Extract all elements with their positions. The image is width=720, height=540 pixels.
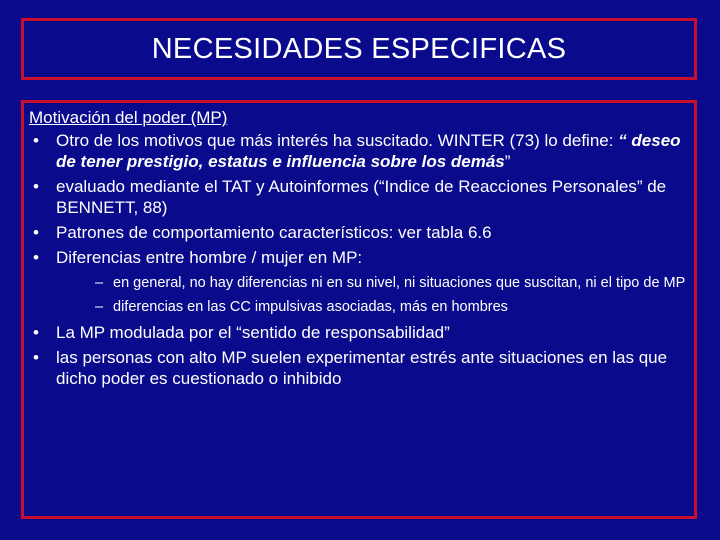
bullet-text: Diferencias entre hombre / mujer en MP:: [56, 248, 363, 267]
bullet-text: Patrones de comportamiento característicos: ver tabla 6.6: [56, 223, 492, 242]
bullet-text: las personas con alto MP suelen experimentar estrés ante situaciones en las que dicho poder es cuestionado o inhibido: [56, 348, 668, 388]
bullet-text: La MP modulada por el “sentido de responsabilidad”: [56, 323, 450, 342]
bullet-text: evaluado mediante el TAT y Autoinformes (“Indice de Reacciones Personales” de BENNETT, 88): [56, 177, 667, 217]
bullet-marker: •: [33, 323, 39, 342]
sub-list-item: [56, 298, 686, 317]
slide-title: NECESIDADES ESPECIFICAS: [151, 32, 567, 65]
dash-marker: –: [95, 299, 104, 315]
list-item: [29, 247, 686, 317]
definition-quote: “ deseo de tener prestigio, estatus e influencia sobre los demás: [56, 131, 681, 171]
bullet-marker: •: [33, 131, 39, 150]
bullet-list: [29, 130, 686, 389]
closing-quote: ”: [504, 152, 511, 171]
list-item: [29, 347, 686, 389]
content-box: [21, 100, 697, 519]
title-box: [21, 18, 697, 80]
list-item: [29, 130, 686, 172]
bullet-marker: •: [33, 177, 39, 196]
bullet-marker: •: [33, 248, 39, 267]
sub-bullet-text: diferencias en las CC impulsivas asociadas, más en hombres: [113, 299, 508, 315]
dash-marker: –: [95, 275, 104, 291]
bullet-marker: •: [33, 348, 39, 367]
list-item: [29, 176, 686, 218]
bullet-marker: •: [33, 223, 39, 242]
sub-bullet-text: en general, no hay diferencias ni en su nivel, ni situaciones que suscitan, ni el tipo de MP: [113, 275, 686, 291]
sub-bullet-list: [56, 274, 686, 317]
section-heading: Motivación del poder (MP): [29, 108, 228, 127]
bullet-text: Otro de los motivos que más interés ha suscitado. WINTER (73) lo define:: [56, 131, 619, 150]
list-item: [29, 222, 686, 243]
list-item: [29, 322, 686, 343]
sub-list-item: [56, 274, 686, 293]
